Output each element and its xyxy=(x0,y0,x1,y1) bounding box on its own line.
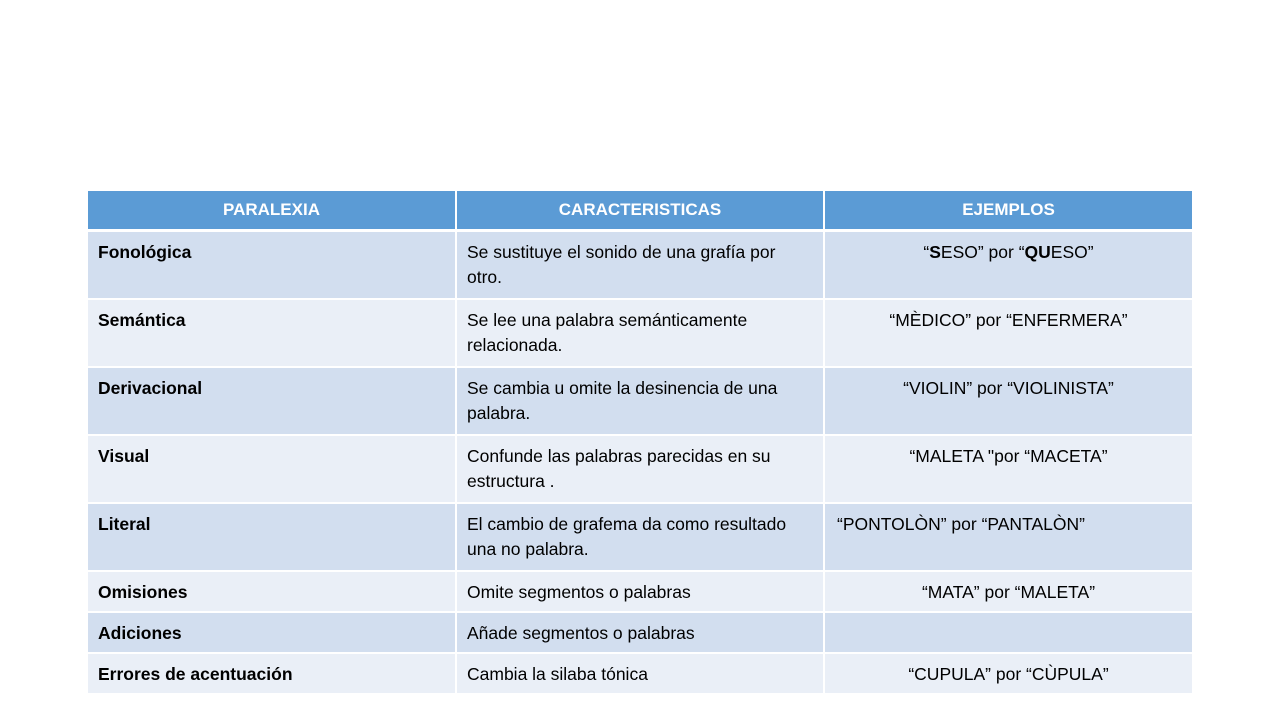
paralexia-description: Cambia la silaba tónica xyxy=(456,653,824,694)
example-part: “ xyxy=(923,242,930,262)
paralexia-description: Se sustituye el sonido de una grafía por otro. xyxy=(456,231,824,300)
example-highlight: S xyxy=(929,242,941,262)
paralexia-name: Adiciones xyxy=(88,612,456,653)
paralexia-description: El cambio de grafema da como resultado una no palabra. xyxy=(456,503,824,571)
header-ejemplos: EJEMPLOS xyxy=(824,191,1192,231)
paralexia-example: “MATA” por “MALETA” xyxy=(824,571,1192,612)
paralexia-example: “PONTOLÒN” por “PANTALÒN” xyxy=(824,503,1192,571)
table-header-row xyxy=(88,191,1192,231)
paralexia-example xyxy=(824,231,1192,300)
table-row xyxy=(88,571,1192,612)
paralexia-example: “MÈDICO” por “ENFERMERA” xyxy=(824,299,1192,367)
paralexia-description: Confunde las palabras parecidas en su estructura . xyxy=(456,435,824,503)
table-row xyxy=(88,231,1192,300)
example-part: ESO” por “ xyxy=(940,242,1025,262)
paralexia-name: Derivacional xyxy=(88,367,456,435)
paralexia-description: Se cambia u omite la desinencia de una palabra. xyxy=(456,367,824,435)
paralexia-description: Omite segmentos o palabras xyxy=(456,571,824,612)
paralexia-name: Omisiones xyxy=(88,571,456,612)
table-row xyxy=(88,367,1192,435)
table-row xyxy=(88,299,1192,367)
paralexia-name: Literal xyxy=(88,503,456,571)
paralexia-example xyxy=(824,612,1192,653)
example-highlight: QU xyxy=(1024,242,1051,262)
table-row xyxy=(88,503,1192,571)
table-row xyxy=(88,653,1192,694)
paralexia-name: Fonológica xyxy=(88,231,456,300)
table-row xyxy=(88,435,1192,503)
paralexia-table-container xyxy=(88,191,1192,695)
example-part: ESO” xyxy=(1050,242,1094,262)
paralexia-description: Añade segmentos o palabras xyxy=(456,612,824,653)
paralexia-name: Semántica xyxy=(88,299,456,367)
paralexia-example: “VIOLIN” por “VIOLINISTA” xyxy=(824,367,1192,435)
paralexia-example: “CUPULA” por “CÙPULA” xyxy=(824,653,1192,694)
table-row xyxy=(88,612,1192,653)
paralexia-example: “MALETA "por “MACETA” xyxy=(824,435,1192,503)
paralexia-table xyxy=(88,191,1192,695)
header-paralexia: PARALEXIA xyxy=(88,191,456,231)
paralexia-name: Visual xyxy=(88,435,456,503)
header-caracteristicas: CARACTERISTICAS xyxy=(456,191,824,231)
paralexia-description: Se lee una palabra semánticamente relacionada. xyxy=(456,299,824,367)
paralexia-name: Errores de acentuación xyxy=(88,653,456,694)
